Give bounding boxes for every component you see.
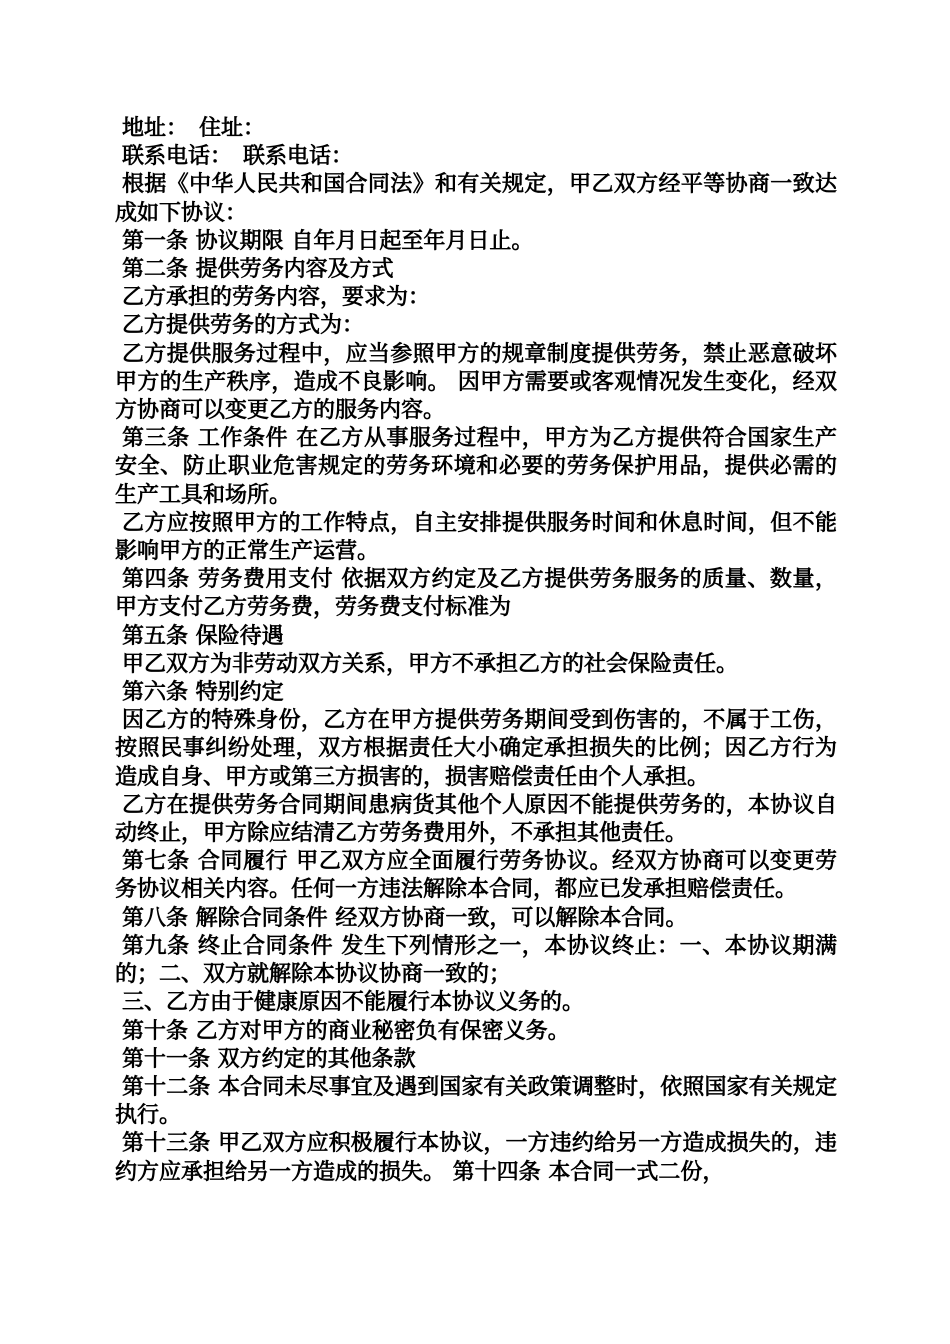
article-11: 第十一条 双方约定的其他条款 xyxy=(122,1046,416,1072)
article-1: 第一条 协议期限 自年月日起至年月日止。 xyxy=(122,228,534,254)
article-2-heading: 第二条 提供劳务内容及方式 xyxy=(122,257,394,283)
article-6-injury: 因乙方的特殊身份，乙方在甲方提供劳务期间受到伤害的，不属于工伤，按照民事纠纷处理，双方根据责任大小确定承担损失的比例；因乙方行为造成自身、甲方或第三方损害的，损害赔偿责任由个人承担。 xyxy=(115,708,837,790)
article-13-14: 第十三条 甲乙双方应积极履行本协议，一方违约给另一方造成损失的，违约方应承担给另一方造成的损失。 第十四条 本合同一式二份， xyxy=(115,1131,837,1185)
article-5-content: 甲乙双方为非劳动双方关系，甲方不承担乙方的社会保险责任。 xyxy=(122,651,739,677)
article-8: 第八条 解除合同条件 经双方协商一致，可以解除本合同。 xyxy=(122,905,688,931)
article-9-item-3: 三、乙方由于健康原因不能履行本协议义务的。 xyxy=(122,990,585,1016)
article-3: 第三条 工作条件 在乙方从事服务过程中，甲方为乙方提供符合国家生产安全、防止职业危害规定的劳务环境和必要的劳务保护用品，提供必需的生产工具和场所。 xyxy=(115,426,837,508)
preamble-paragraph: 根据《中华人民共和国合同法》和有关规定，甲乙双方经平等协商一致达成如下协议： xyxy=(115,172,837,226)
article-4: 第四条 劳务费用支付 依据双方约定及乙方提供劳务服务的质量、数量，甲方支付乙方劳务费，劳务费支付标准为 xyxy=(115,567,837,621)
article-5-heading: 第五条 保险待遇 xyxy=(122,623,284,649)
article-2-content: 乙方承担的劳务内容，要求为： xyxy=(122,285,431,311)
article-6-heading: 第六条 特别约定 xyxy=(122,680,284,706)
article-10: 第十条 乙方对甲方的商业秘密负有保密义务。 xyxy=(122,1018,570,1044)
article-6-illness: 乙方在提供劳务合同期间患病货其他个人原因不能提供劳务的，本协议自动终止，甲方除应结清乙方劳务费用外，不承担其他责任。 xyxy=(115,792,837,847)
article-12: 第十二条 本合同未尽事宜及遇到国家有关政策调整时，依照国家有关规定执行。 xyxy=(115,1074,837,1129)
address-line: 地址： 住址： xyxy=(122,116,266,141)
article-9: 第九条 终止合同条件 发生下列情形之一，本协议终止：一、本协议期满的；二、双方就解除本协议协商一致的； xyxy=(115,933,837,988)
article-2-process: 乙方提供服务过程中，应当参照甲方的规章制度提供劳务，禁止恶意破坏甲方的生产秩序，造成不良影响。 因甲方需要或客观情况发生变化，经双方协商可以变更乙方的服务内容。 xyxy=(115,341,837,424)
document-body xyxy=(115,115,837,1187)
article-3-schedule: 乙方应按照甲方的工作特点，自主安排提供服务时间和休息时间，但不能影响甲方的正常生产运营。 xyxy=(115,510,837,565)
phone-line: 联系电话： 联系电话： xyxy=(122,144,354,170)
article-7: 第七条 合同履行 甲乙双方应全面履行劳务协议。经双方协商可以变更劳务协议相关内容。任何一方违法解除本合同，都应已发承担赔偿责任。 xyxy=(115,849,837,903)
article-2-method: 乙方提供劳务的方式为： xyxy=(122,313,365,339)
